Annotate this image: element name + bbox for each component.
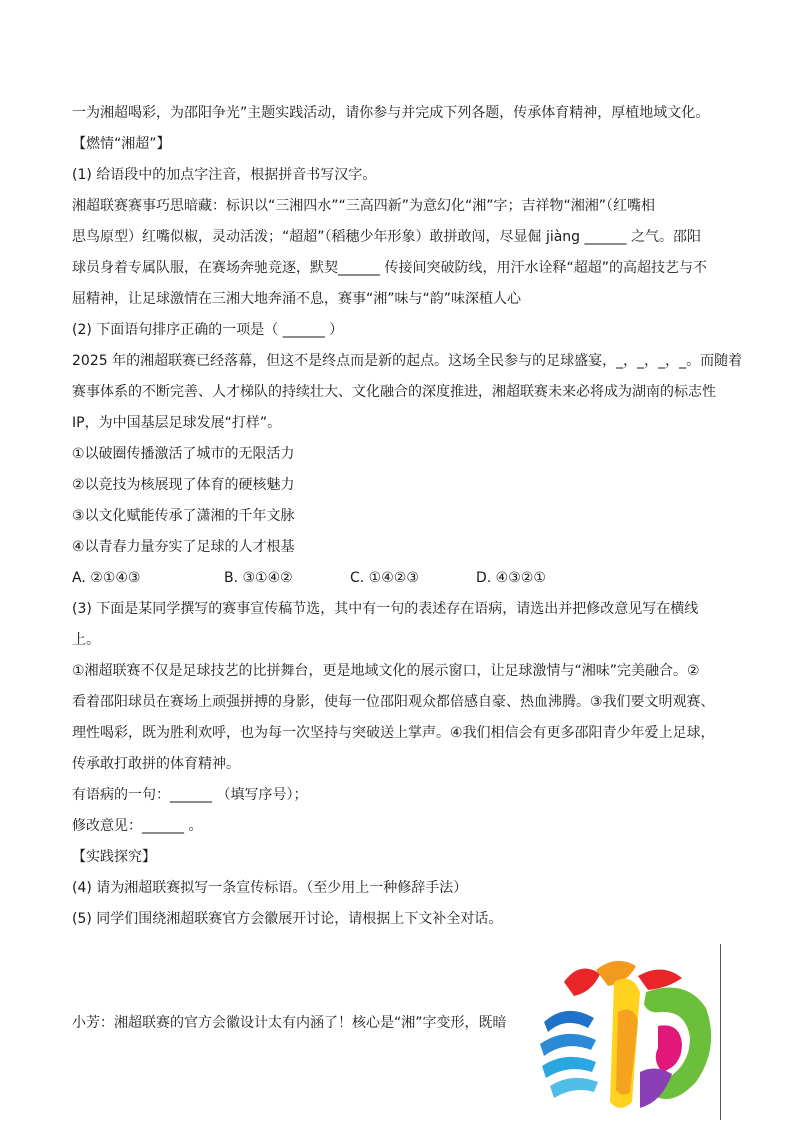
logo-blue-stroke <box>544 1011 594 1032</box>
q1-passage-line: 湘超联赛赛事巧思暗藏：标识以“三湘四水”“三高四新”为意幻化“湘”字；吉祥物“湘湘”（红嘴相 <box>72 198 656 214</box>
q3-prompt: 上。 <box>72 632 100 648</box>
q2-option-c: C. ①④②③ <box>350 570 419 586</box>
section-title-shijian: 【实践探究】 <box>72 849 156 865</box>
logo-magenta-ring <box>656 1025 682 1072</box>
q2-item: ②以竞技为核展现了体育的硬核魅力 <box>72 477 295 493</box>
q1-passage-line: 思鸟原型）红嘴似椒，灵动活泼；“超超”（稻穗少年形象）敢拼敢闯，尽显倔 jiàng ______ 之气。邵阳 <box>72 229 701 245</box>
q5-prompt: (5) 同学们围绕湘超联赛官方会徽展开讨论，请根据上下文补全对话。 <box>72 911 503 927</box>
xiangchao-logo-icon <box>536 952 718 1117</box>
q2-item: ③以文化赋能传承了潇湘的千年文脉 <box>72 508 295 524</box>
q2-option-b: B. ③①④② <box>224 570 293 586</box>
q2-item: ④以青春力量夯实了足球的人才根基 <box>72 539 295 555</box>
logo-blue-stroke <box>542 1057 596 1078</box>
q1-passage-line: 球员身着专属队服，在赛场奔驰竞逐，默契______ 传接间突破防线，用汗水诠释“超超”的高超技艺与不 <box>72 260 707 276</box>
logo-blue-stroke <box>550 1078 598 1098</box>
q3-passage-line: ①湘超联赛不仅是足球技艺的比拼舞台，更是地域文化的展示窗口，让足球激情与“湘味”完美融合。② <box>72 663 700 679</box>
q4-prompt: (4) 请为湘超联赛拟写一条宣传标语。（至少用上一种修辞手法） <box>72 880 468 896</box>
section-title-ranqing: 【燃情“湘超”】 <box>72 136 171 152</box>
q3-answer-sentence: 有语病的一句：______ （填写序号）； <box>72 787 308 803</box>
q2-options <box>72 563 722 594</box>
q1-prompt: (1) 给语段中的加点字注音，根据拼音书写汉字。 <box>72 167 377 183</box>
intro-text: 一为湘超喝彩，为邵阳争光”主题实践活动，请你参与并完成下列各题，传承体育精神，厚植地域文化。 <box>72 105 710 121</box>
logo-blue-stroke <box>540 1034 596 1056</box>
q3-passage-line: 传承敢打敢拼的体育精神。 <box>72 756 240 772</box>
q2-passage-line: 2025 年的湘超联赛已经落幕，但这不是终点而是新的起点。这场全民参与的足球盛宴，_，_，_，_。而随着 <box>72 353 743 369</box>
q2-option-a: A. ②①④③ <box>72 570 141 586</box>
q2-passage-line: IP，为中国基层足球发展“打样”。 <box>72 415 282 431</box>
dialog-xiaofang: 小芳：湘超联赛的官方会徽设计太有内涵了！核心是“湘”字变形，既暗 <box>72 1015 507 1031</box>
q2-passage-line: 赛事体系的不断完善、人才梯队的持续壮大、文化融合的深度推进，湘超联赛未来必将成为湖南的标志性 <box>72 384 716 400</box>
q2-prompt: (2) 下面语句排序正确的一项是（ ______ ） <box>72 322 344 338</box>
q3-answer-revision: 修改意见：______ 。 <box>72 818 203 834</box>
logo-red-stroke <box>638 969 682 990</box>
q3-passage-line: 看着邵阳球员在赛场上顽强拼搏的身影，使每一位邵阳观众都倍感自豪、热血沸腾。③我们要文明观赛、 <box>72 694 715 710</box>
q2-item: ①以破圈传播激活了城市的无限活力 <box>72 446 295 462</box>
document-body <box>72 98 743 935</box>
q1-passage-line: 屈精神，让足球激情在三湘大地奔涌不息，赛事“湘”味与“韵”味深植人心 <box>72 291 522 307</box>
logo-red-stroke <box>564 969 600 996</box>
q3-passage-line: 理性喝彩，既为胜利欢呼，也为每一次坚持与突破送上掌声。④我们相信会有更多邵阳青少年爱上足球， <box>72 725 715 741</box>
q2-option-d: D. ④③②① <box>476 570 546 586</box>
q3-prompt: (3) 下面是某同学撰写的赛事宣传稿节选，其中有一句的表述存在语病，请选出并把修改意见写在横线 <box>72 601 699 617</box>
page-divider-line <box>720 944 721 1120</box>
